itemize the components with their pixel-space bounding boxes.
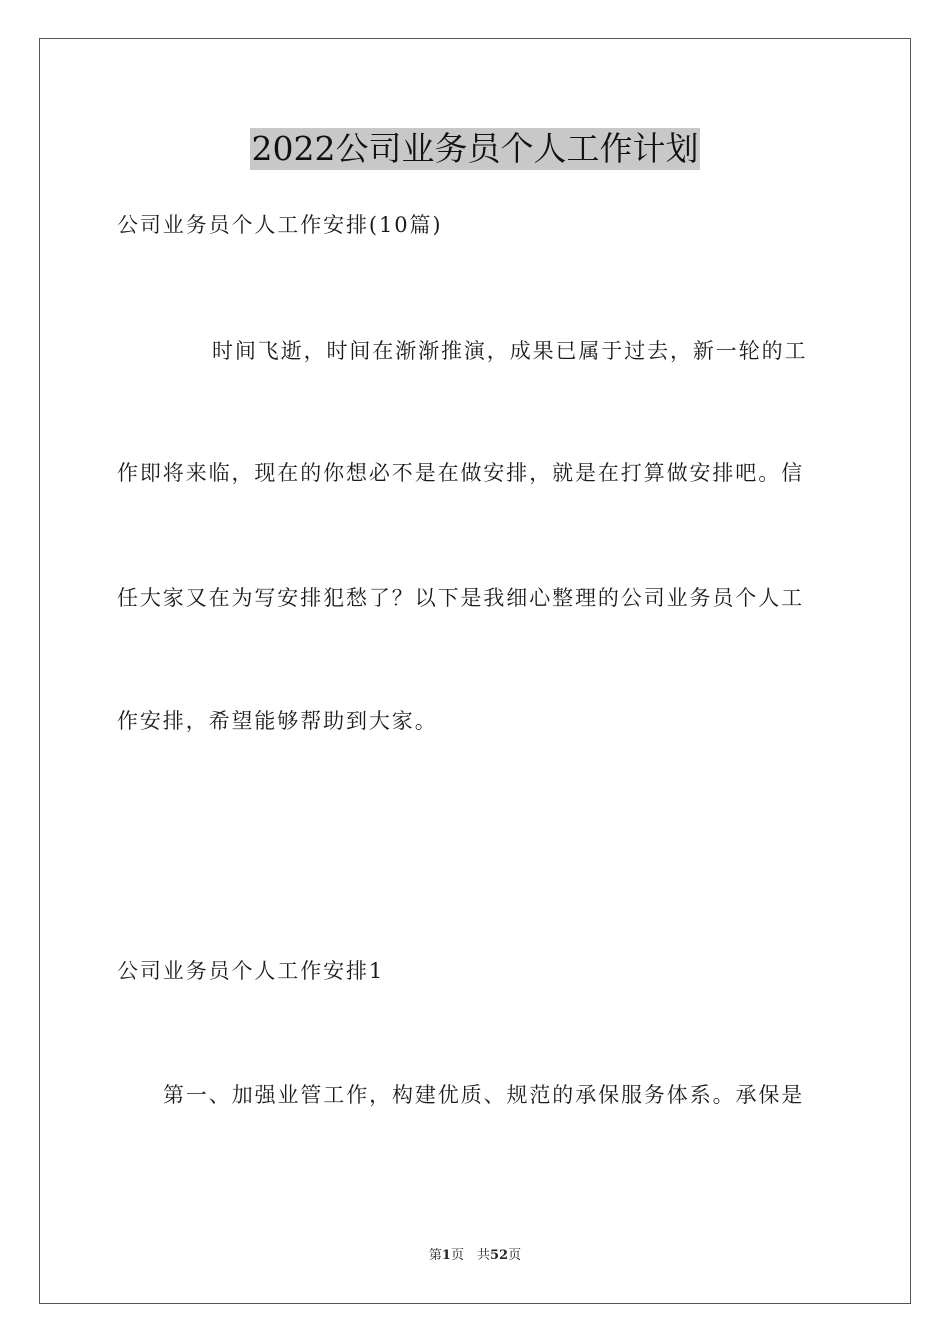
document-title: 2022公司业务员个人工作计划: [251, 129, 699, 168]
page-footer: [0, 1247, 950, 1265]
footer-page-suffix: 页: [508, 1248, 522, 1263]
footer-page-current: 1: [441, 1248, 451, 1263]
intro-line-2: 作即将来临，现在的你想必不是在做安排，就是在打算做安排吧。信: [117, 461, 804, 485]
footer-page-total: 52: [489, 1248, 509, 1263]
intro-line-1: 时间飞逝，时间在渐渐推演，成果已属于过去，新一轮的工: [212, 339, 808, 363]
footer-page-mid: 页 共: [450, 1248, 490, 1263]
document-subtitle: 公司业务员个人工作安排(10篇): [117, 213, 443, 237]
intro-line-4: 作安排，希望能够帮助到大家。: [117, 709, 438, 733]
footer-page-prefix: 第: [428, 1248, 442, 1263]
intro-line-3: 任大家又在为写安排犯愁了？以下是我细心整理的公司业务员个人工: [117, 586, 804, 610]
section-heading: 公司业务员个人工作安排1: [117, 959, 385, 983]
section-first-line: 第一、加强业管工作，构建优质、规范的承保服务体系。承保是: [163, 1083, 805, 1107]
title-container: [0, 128, 950, 170]
